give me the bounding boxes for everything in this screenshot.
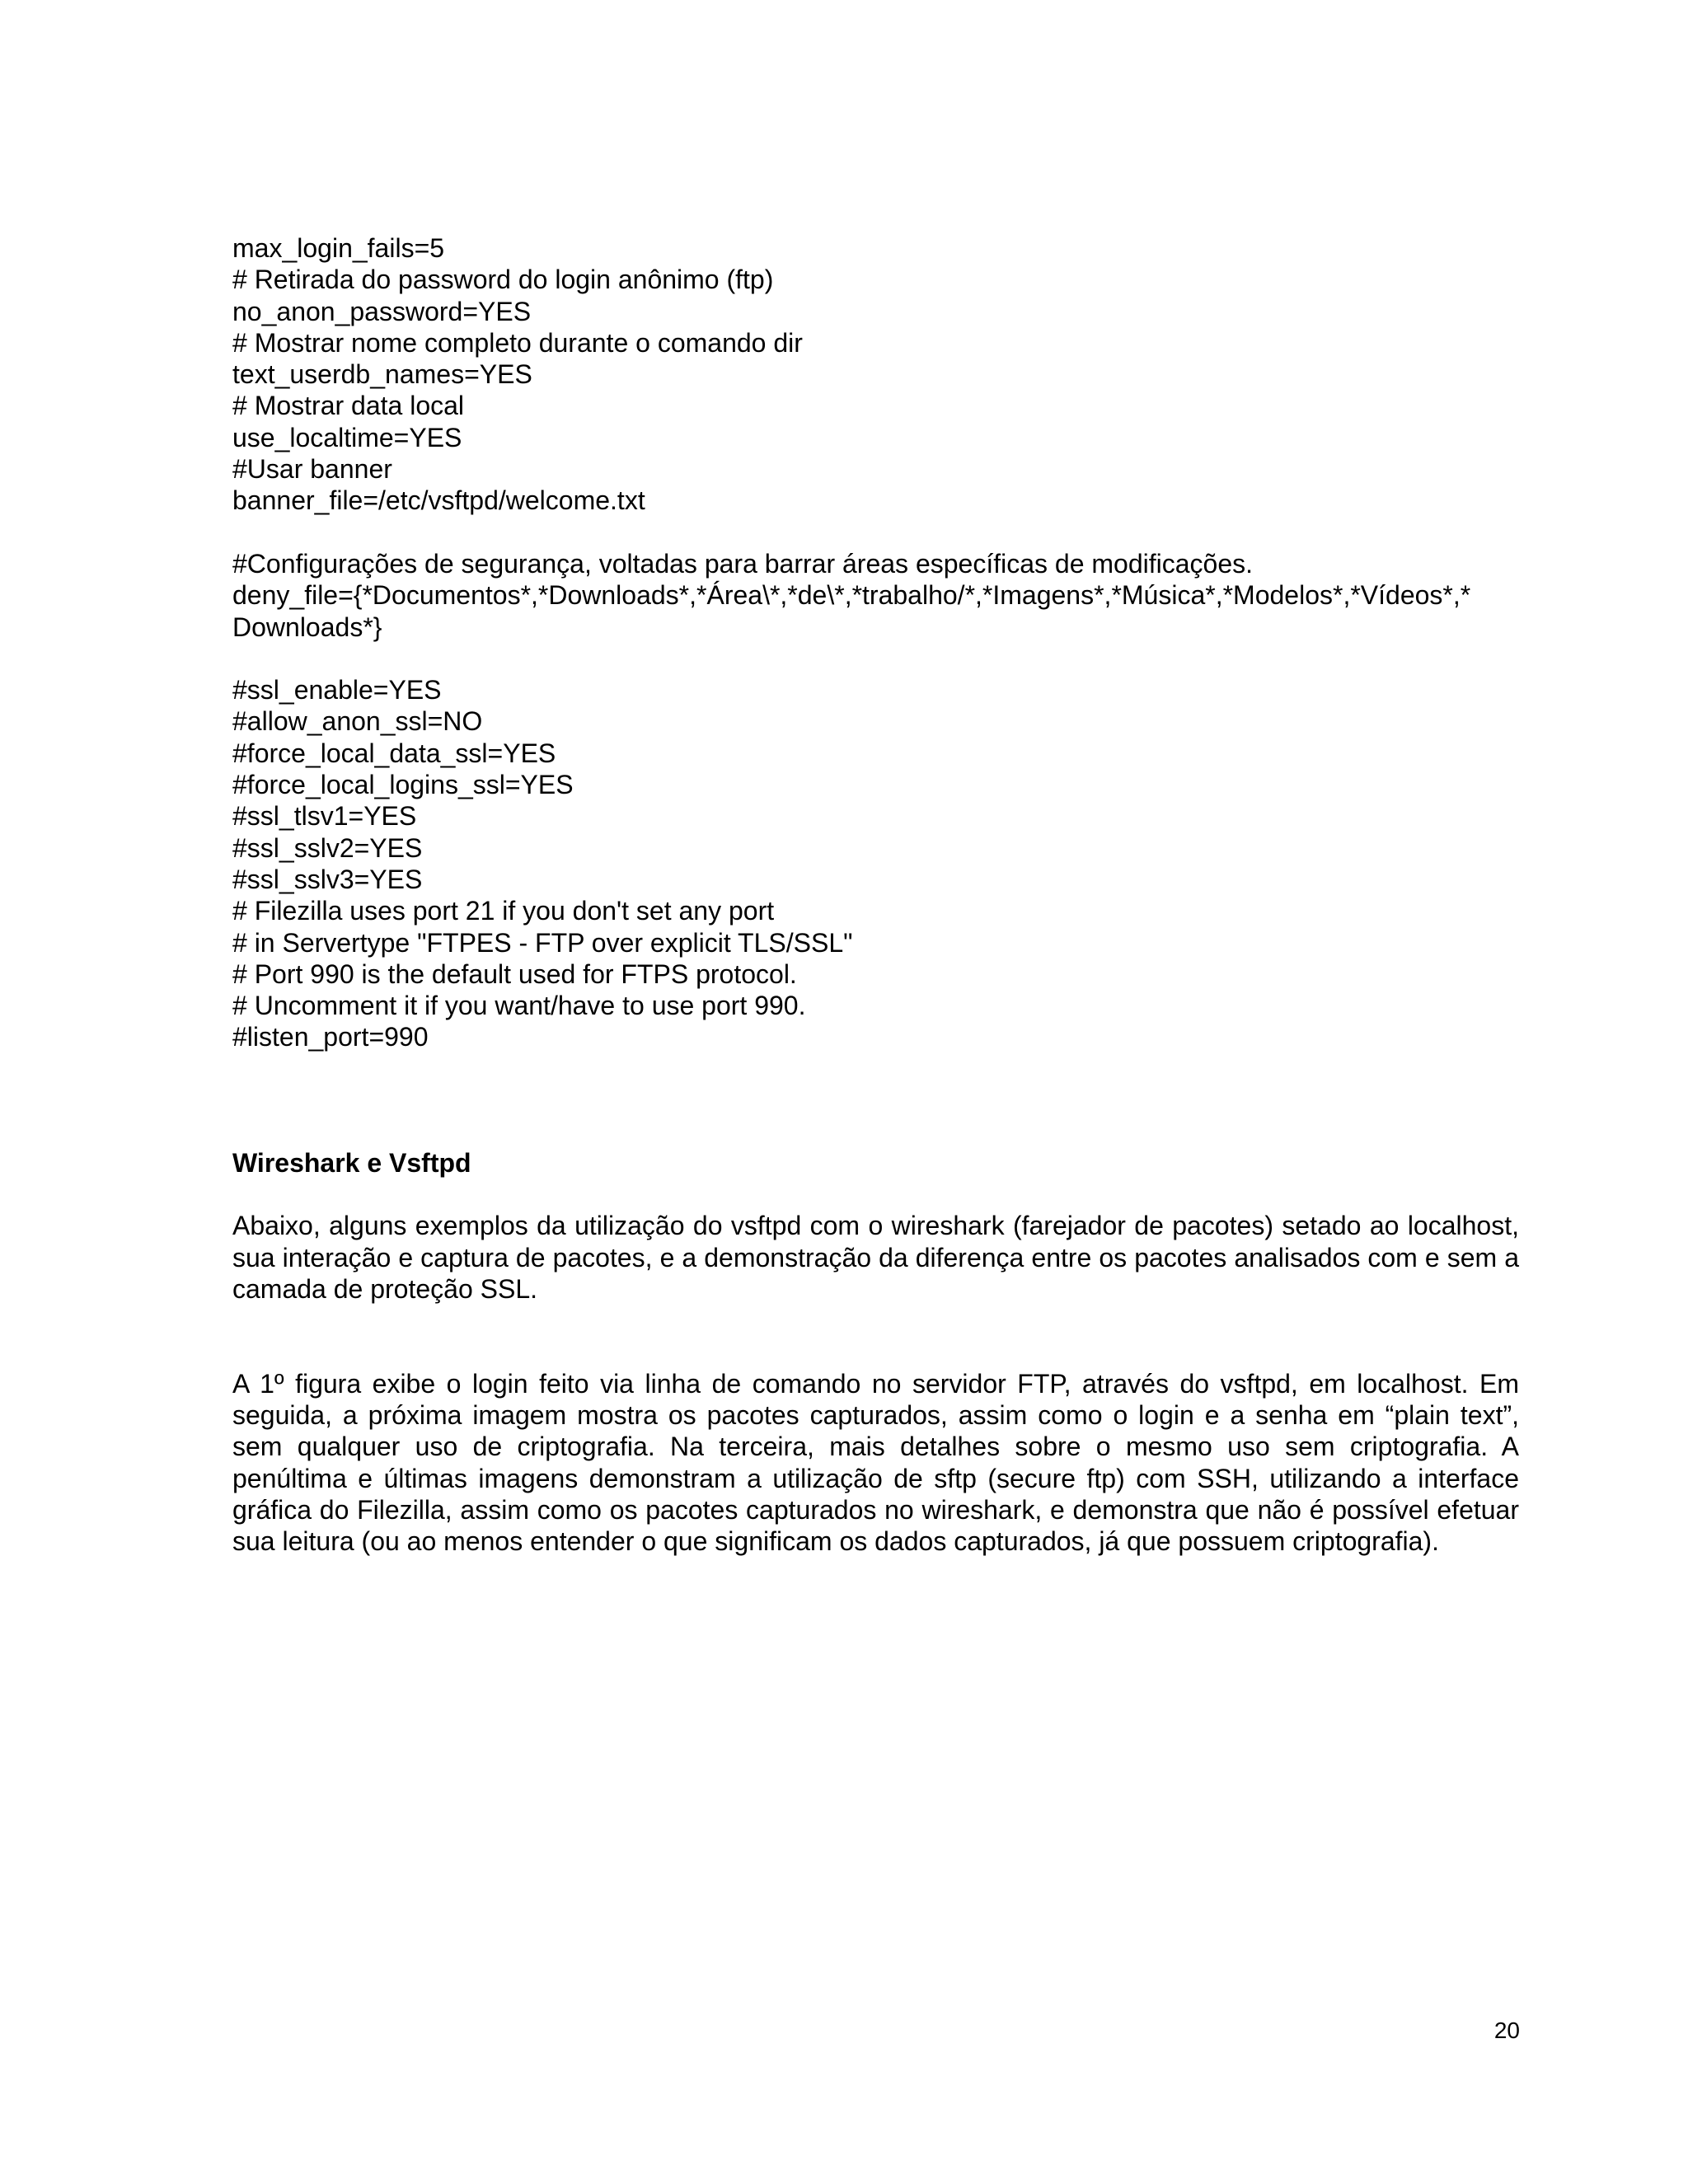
- config-line: no_anon_password=YES: [232, 296, 532, 326]
- spacer: [232, 1305, 1519, 1336]
- spacer: [232, 643, 1519, 674]
- config-line: #ssl_sslv3=YES: [232, 864, 423, 894]
- security-comment: #Configurações de segurança, voltadas para barrar áreas específicas de modificações.: [232, 548, 1254, 579]
- config-block-general: [232, 232, 1519, 517]
- config-block-security: [232, 548, 1519, 643]
- deny-file-line: deny_file={*Documentos*,*Downloads*,*Área\*,*de\*,*trabalho/*,*Imagens*,*Música*,*Modelos*,*Vídeos*,*: [232, 580, 1471, 611]
- config-line: #Usar banner: [232, 454, 392, 485]
- spacer: [232, 1179, 1519, 1210]
- config-line: #force_local_data_ssl=YES: [232, 738, 556, 768]
- spacer: [232, 1053, 1519, 1147]
- spacer: [232, 1337, 1519, 1368]
- config-line: # Mostrar data local: [232, 391, 465, 421]
- intro-paragraph: Abaixo, alguns exemplos da utilização do vsftpd com o wireshark (farejador de pacotes) setado ao localhost, sua interação e captura de pacotes, e a demonstração da diferença entre os pacotes analisados com e sem a camada de proteção SSL.: [232, 1211, 1519, 1304]
- config-line: # Mostrar nome completo durante o comando dir: [232, 327, 803, 358]
- config-line: # Port 990 is the default used for FTPS protocol.: [232, 958, 797, 989]
- config-line: #ssl_tlsv1=YES: [232, 801, 417, 832]
- config-block-ssl: [232, 674, 1519, 1053]
- config-line: banner_file=/etc/vsftpd/welcome.txt: [232, 485, 645, 516]
- config-line: # Uncomment it if you want/have to use port 990.: [232, 991, 806, 1021]
- config-line: max_login_fails=5: [232, 233, 445, 263]
- deny-file-line-continued: Downloads*}: [232, 612, 382, 642]
- config-line: #force_local_logins_ssl=YES: [232, 770, 574, 800]
- config-line: use_localtime=YES: [232, 422, 462, 452]
- spacer: [232, 517, 1519, 548]
- config-line: # Filezilla uses port 21 if you don't set any port: [232, 896, 775, 926]
- figures-description-paragraph: A 1º figura exibe o login feito via linha de comando no servidor FTP, através do vsftpd, em localhost. Em seguida, a próxima imagem mostra os pacotes capturados, assim como o login e a senha em “plain text”, sem qualquer uso de criptografia. Na terceira, mais detalhes sobre o mesmo uso sem criptografia. A penúltima e últimas imagens demonstram a utilização de sftp (secure ftp) com SSH, utilizando a interface gráfica do Filezilla, assim como os pacotes capturados no wireshark, e demonstra que não é possível efetuar sua leitura (ou ao menos entender o que significam os dados capturados, já que possuem criptografia).: [232, 1368, 1519, 1557]
- config-line: # in Servertype "FTPES - FTP over explicit TLS/SSL": [232, 927, 853, 958]
- config-line: #ssl_enable=YES: [232, 675, 442, 705]
- config-line: # Retirada do password do login anônimo (ftp): [232, 265, 774, 295]
- page-content: [232, 232, 1519, 1558]
- config-line: text_userdb_names=YES: [232, 359, 532, 390]
- section-heading: Wireshark e Vsftpd: [232, 1147, 471, 1178]
- config-line: #listen_port=990: [232, 1022, 429, 1052]
- page-number: 20: [1493, 2018, 1520, 2043]
- config-line: #allow_anon_ssl=NO: [232, 706, 483, 737]
- config-line: #ssl_sslv2=YES: [232, 832, 423, 863]
